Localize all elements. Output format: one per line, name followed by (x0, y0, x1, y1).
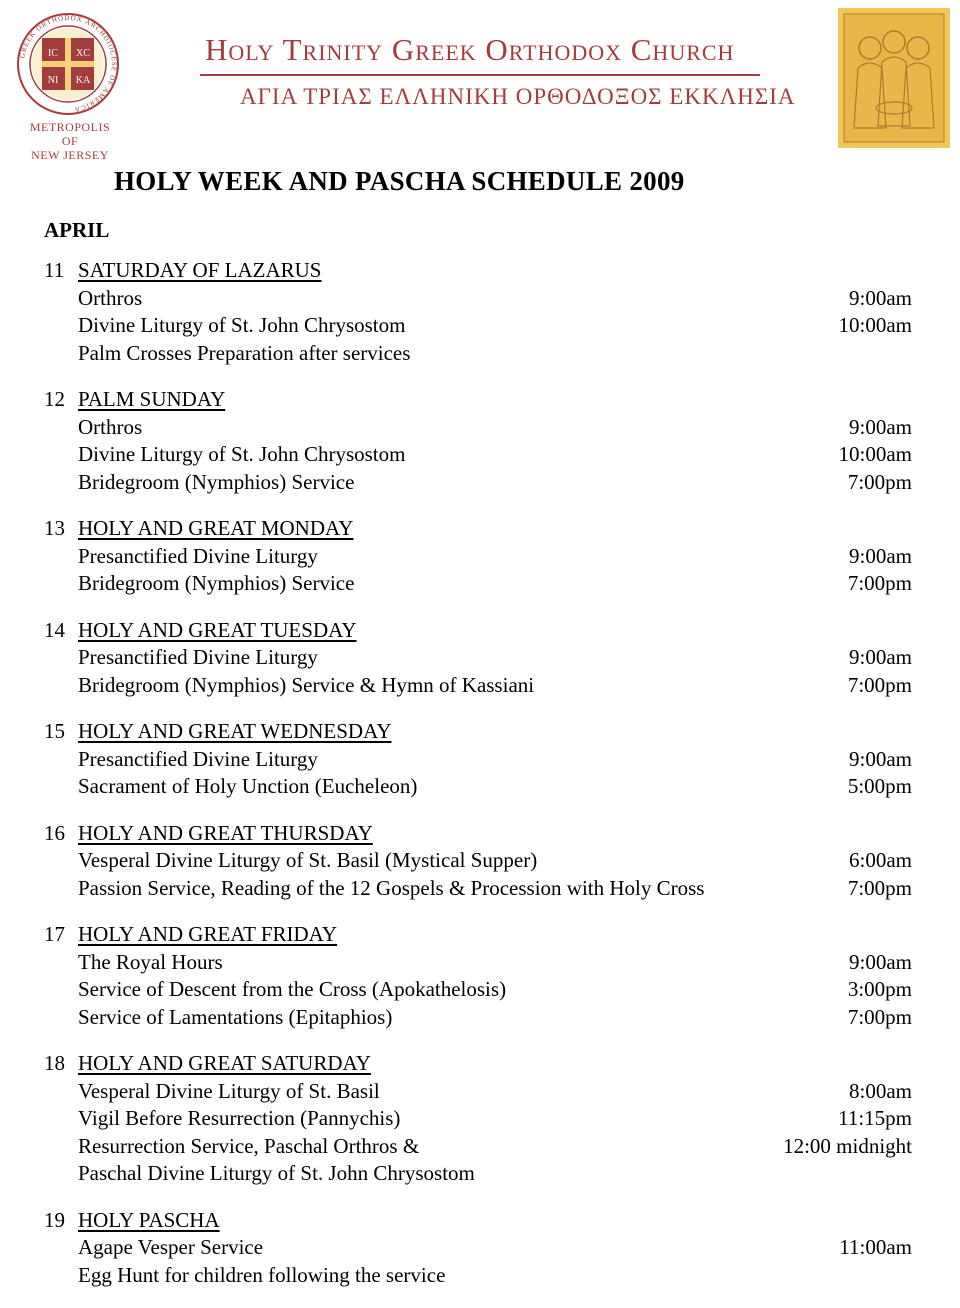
day-name: PALM SUNDAY (78, 387, 226, 411)
service-time: 8:00am (849, 1078, 912, 1103)
service-time: 7:00pm (847, 571, 912, 595)
service-time: 10:00am (838, 442, 912, 466)
day-number: 15 (44, 719, 65, 743)
service-name: Vigil Before Resurrection (Pannychis) (78, 1106, 401, 1130)
day-number: 19 (44, 1207, 65, 1232)
schedule-day (44, 515, 912, 598)
service-row (44, 1160, 912, 1188)
schedule-day (44, 617, 912, 700)
service-row (44, 414, 912, 442)
service-name: Paschal Divine Liturgy of St. John Chrysostom (78, 1161, 475, 1185)
service-time: 9:00am (849, 543, 912, 568)
service-name: Service of Descent from the Cross (Apokathelosis) (78, 977, 507, 1001)
church-name-english: Holy Trinity Greek Orthodox Church (205, 32, 735, 67)
service-name: Passion Service, Reading of the 12 Gospels & Procession with Holy Cross (78, 875, 705, 900)
service-row (44, 976, 912, 1004)
day-name: HOLY AND GREAT FRIDAY (78, 922, 338, 946)
schedule-day (44, 1050, 912, 1188)
day-name: HOLY AND GREAT SATURDAY (78, 1051, 371, 1075)
schedule-day (44, 820, 912, 903)
service-time: 9:00am (849, 285, 912, 310)
service-name: Presanctified Divine Liturgy (78, 543, 318, 568)
day-name: HOLY AND GREAT TUESDAY (78, 617, 357, 642)
schedule-day (44, 718, 912, 801)
day-number: 14 (44, 617, 65, 642)
service-name: Agape Vesper Service (78, 1235, 264, 1259)
seal-ka: KA (75, 75, 91, 86)
schedule-day (44, 386, 912, 496)
service-name: Bridegroom (Nymphios) Service & Hymn of Kassiani (78, 672, 535, 697)
letterhead (0, 0, 960, 170)
day-name: HOLY PASCHA (78, 1207, 220, 1232)
service-row (44, 644, 912, 672)
service-time: 5:00pm (847, 774, 912, 798)
metropolis-label (20, 120, 120, 162)
schedule-day (44, 1207, 912, 1290)
service-time: 6:00am (849, 848, 912, 872)
day-heading (44, 1050, 912, 1078)
service-time: 11:00am (839, 1235, 912, 1259)
day-number: 13 (44, 516, 65, 540)
day-number: 12 (44, 387, 65, 411)
schedule-list (44, 257, 912, 1308)
day-heading (44, 617, 912, 645)
service-time: 3:00pm (847, 977, 912, 1001)
day-heading (44, 820, 912, 848)
service-name: Bridegroom (Nymphios) Service (78, 469, 355, 494)
service-row (44, 469, 912, 497)
service-time: 9:00am (849, 746, 912, 771)
page-title: HOLY WEEK AND PASCHA SCHEDULE 2009 (114, 166, 685, 196)
service-name: Vesperal Divine Liturgy of St. Basil (78, 1078, 380, 1103)
service-name: Palm Crosses Preparation after services (78, 340, 411, 365)
service-name: Divine Liturgy of St. John Chrysostom (78, 313, 406, 337)
service-name: Vesperal Divine Liturgy of St. Basil (Mystical Supper) (78, 848, 538, 872)
service-row (44, 1078, 912, 1106)
church-name-greek: ΑΓΙΑ ΤΡΙΑΣ ΕΛΛΗΝΙΚΗ ΟΡΘΟΔΟΞΟΣ ΕΚΚΛΗΣΙΑ (240, 84, 796, 109)
service-name: Egg Hunt for children following the service (78, 1262, 446, 1287)
day-heading (44, 386, 912, 414)
service-time: 10:00am (838, 313, 912, 337)
service-row (44, 773, 912, 801)
service-name: Service of Lamentations (Epitaphios) (78, 1004, 393, 1029)
day-name: HOLY AND GREAT WEDNESDAY (78, 719, 392, 743)
service-time: 7:00pm (847, 672, 912, 697)
day-heading (44, 1207, 912, 1235)
seal-ring-text: GREEK ORTHODOX ARCHDIOCESE OF AMERICA (18, 13, 119, 114)
service-row (44, 746, 912, 774)
church-name-divider (200, 74, 760, 76)
service-time: 7:00pm (847, 469, 912, 494)
service-row (44, 949, 912, 977)
service-name: Resurrection Service, Paschal Orthros & (78, 1133, 420, 1158)
service-row (44, 1133, 912, 1161)
service-name: Divine Liturgy of St. John Chrysostom (78, 442, 406, 466)
service-name: The Royal Hours (78, 949, 223, 974)
archdiocese-seal-icon (8, 4, 128, 124)
schedule-day (44, 921, 912, 1031)
service-time: 9:00am (849, 645, 912, 669)
service-row (44, 1234, 912, 1262)
day-name: SATURDAY OF LAZARUS (78, 258, 322, 282)
metropolis-line2: NEW JERSEY (31, 148, 109, 162)
service-time: 12:00 midnight (783, 1133, 912, 1158)
day-number: 11 (44, 258, 65, 282)
day-heading (44, 515, 912, 543)
service-row (44, 441, 912, 469)
day-heading (44, 718, 912, 746)
seal-ni: NI (47, 75, 59, 86)
day-heading (44, 257, 912, 285)
day-heading (44, 921, 912, 949)
service-row (44, 1004, 912, 1032)
seal-xc: XC (76, 48, 90, 59)
service-time: 7:00pm (847, 875, 912, 900)
service-name: Presanctified Divine Liturgy (78, 746, 318, 771)
service-row (44, 672, 912, 700)
service-name: Orthros (78, 414, 143, 439)
service-row (44, 1262, 912, 1290)
holy-trinity-icon (838, 8, 950, 148)
service-time: 7:00pm (847, 1004, 912, 1029)
service-row (44, 847, 912, 875)
service-row (44, 543, 912, 571)
service-time: 11:15pm (838, 1106, 912, 1130)
service-row (44, 312, 912, 340)
seal-ic: IC (48, 48, 58, 59)
service-name: Bridegroom (Nymphios) Service (78, 571, 355, 595)
service-time: 9:00am (849, 414, 912, 439)
service-name: Orthros (78, 285, 143, 310)
service-row (44, 875, 912, 903)
service-name: Presanctified Divine Liturgy (78, 645, 318, 669)
service-name: Sacrament of Holy Unction (Eucheleon) (78, 774, 418, 798)
day-number: 18 (44, 1051, 65, 1075)
day-name: HOLY AND GREAT MONDAY (78, 516, 354, 540)
schedule-day (44, 257, 912, 367)
day-number: 16 (44, 820, 65, 845)
service-row (44, 570, 912, 598)
month-heading: APRIL (44, 218, 110, 242)
service-row (44, 285, 912, 313)
service-row (44, 1105, 912, 1133)
service-time: 9:00am (849, 949, 912, 974)
day-number: 17 (44, 922, 65, 946)
service-row (44, 340, 912, 368)
metropolis-line1: METROPOLIS OF (29, 120, 111, 148)
day-name: HOLY AND GREAT THURSDAY (78, 820, 373, 845)
